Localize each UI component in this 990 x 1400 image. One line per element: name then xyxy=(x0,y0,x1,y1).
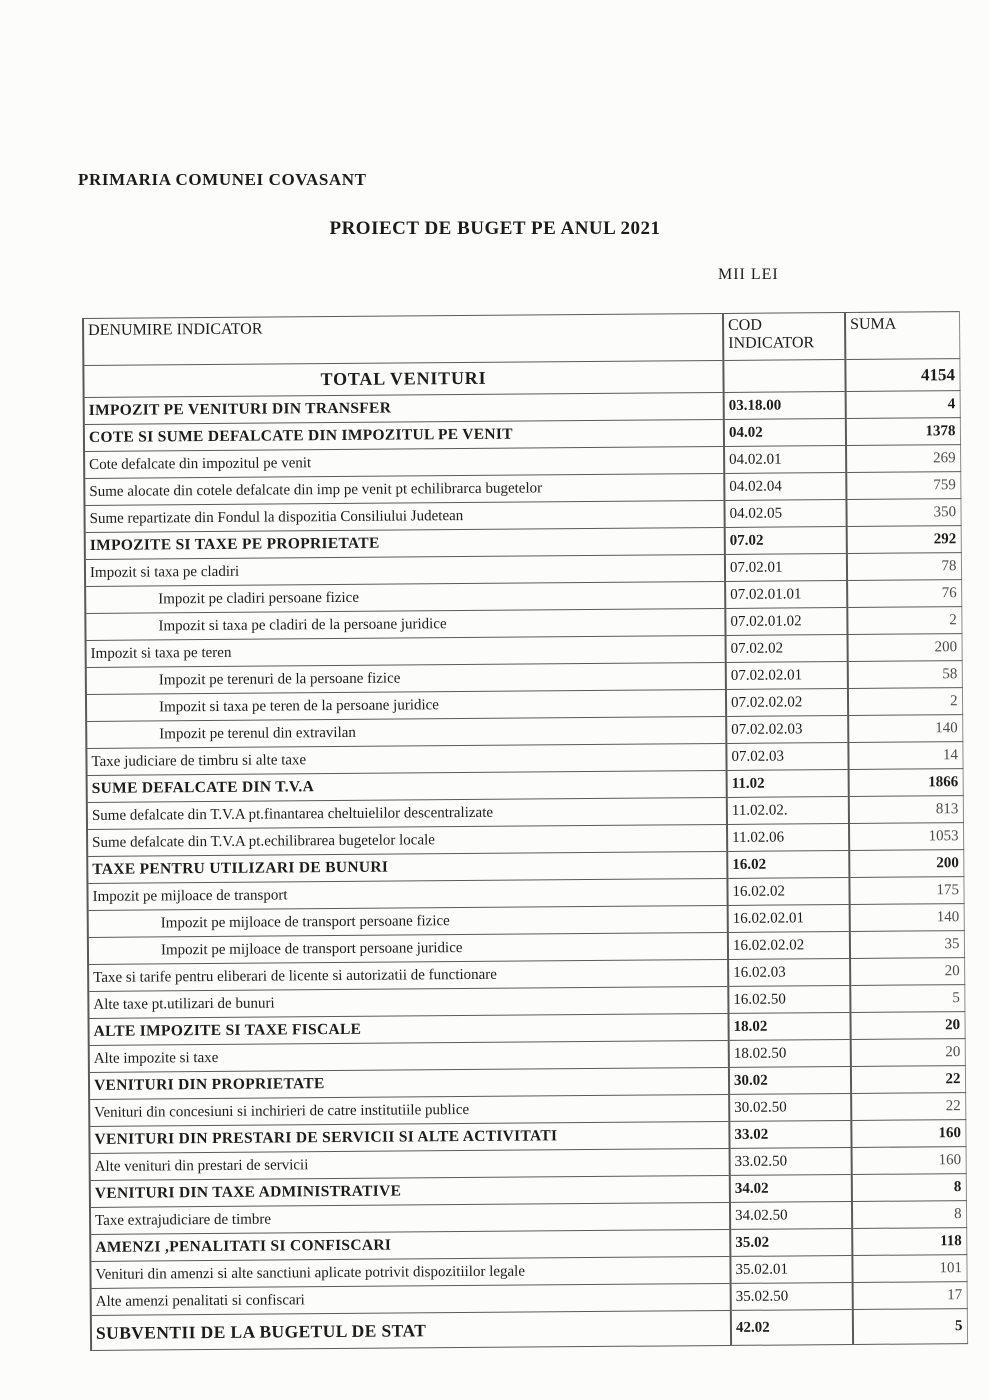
indicator-name-cell: Impozit si taxa pe cladiri de la persoane juridice xyxy=(85,608,725,640)
indicator-code-cell: 18.02 xyxy=(728,1012,850,1040)
indicator-code-cell: 07.02 xyxy=(725,527,847,555)
suma-cell: 1866 xyxy=(849,769,963,797)
indicator-code-cell: 03.18.00 xyxy=(724,392,846,420)
indicator-name-cell: Impozit pe cladiri persoane fizice xyxy=(85,581,725,613)
col-header-denumire-indicator: DENUMIRE INDICATOR xyxy=(83,313,723,365)
indicator-name-cell: TAXE PENTRU UTILIZARI DE BUNURI xyxy=(87,851,727,883)
table-header-row xyxy=(83,312,959,366)
indicator-code-cell: 11.02.02. xyxy=(727,796,849,824)
indicator-name-cell: ALTE IMPOZITE SI TAXE FISCALE xyxy=(89,1013,729,1045)
indicator-name-cell: VENITURI DIN PRESTARI DE SERVICII SI ALTE ACTIVITATI xyxy=(89,1121,729,1153)
indicator-code-cell: 35.02 xyxy=(730,1228,852,1256)
indicator-name-cell: Alte venituri din prestari de servicii xyxy=(90,1148,730,1180)
table-body xyxy=(83,359,967,1351)
suma-cell: 160 xyxy=(852,1147,966,1175)
suma-cell: 1378 xyxy=(846,418,960,446)
suma-cell: 200 xyxy=(849,850,963,878)
indicator-code-cell: 16.02.02.01 xyxy=(728,904,850,932)
suma-cell: 5 xyxy=(850,985,964,1013)
indicator-code-cell: 04.02 xyxy=(724,419,846,447)
indicator-name-cell: Impozit si taxa pe teren xyxy=(86,635,726,667)
indicator-name-cell: TOTAL VENITURI xyxy=(83,360,723,397)
indicator-name-cell: Venituri din concesiuni si inchirieri de catre institutiile publice xyxy=(89,1094,729,1126)
suma-cell: 813 xyxy=(849,796,963,824)
suma-cell: 175 xyxy=(849,877,963,905)
indicator-name-cell: Alte amenzi penalitati si confiscari xyxy=(91,1283,731,1315)
suma-cell: 759 xyxy=(846,472,960,500)
indicator-code-cell: 16.02.02 xyxy=(727,877,849,905)
indicator-code-cell: 16.02.02.02 xyxy=(728,931,850,959)
suma-cell: 1053 xyxy=(849,823,963,851)
indicator-name-cell: IMPOZIT PE VENITURI DIN TRANSFER xyxy=(84,392,724,424)
indicator-code-cell: 16.02 xyxy=(727,850,849,878)
suma-cell: 20 xyxy=(851,1039,965,1067)
indicator-name-cell: Alte impozite si taxe xyxy=(89,1040,729,1072)
budget-table-wrapper xyxy=(82,311,966,1351)
suma-cell: 20 xyxy=(850,958,964,986)
currency-note: MII LEI xyxy=(718,266,779,283)
indicator-code-cell: 30.02.50 xyxy=(729,1093,851,1121)
indicator-name-cell: Taxe judiciare de timbru si alte taxe xyxy=(86,743,726,775)
org-name: PRIMARIA COMUNEI COVASANT xyxy=(78,170,367,189)
indicator-code-cell: 34.02.50 xyxy=(730,1201,852,1229)
suma-cell: 4154 xyxy=(845,359,959,392)
indicator-code-cell: 16.02.03 xyxy=(728,958,850,986)
suma-cell: 22 xyxy=(851,1066,965,1094)
indicator-name-cell: Impozit pe mijloace de transport persoane fizice xyxy=(88,905,728,937)
suma-cell: 2 xyxy=(847,607,961,635)
col-header-suma: SUMA xyxy=(845,312,959,360)
indicator-name-cell: Impozit pe mijloace de transport xyxy=(87,878,727,910)
suma-cell: 2 xyxy=(848,688,962,716)
indicator-name-cell: Cote defalcate din impozitul pe venit xyxy=(84,446,724,478)
indicator-name-cell: Taxe extrajudiciare de timbre xyxy=(90,1202,730,1234)
suma-cell: 5 xyxy=(853,1309,967,1345)
indicator-name-cell: SUBVENTII DE LA BUGETUL DE STAT xyxy=(91,1310,731,1350)
suma-cell: 140 xyxy=(850,904,964,932)
indicator-name-cell: Venituri din amenzi si alte sanctiuni aplicate potrivit dispozitiilor legale xyxy=(90,1256,730,1288)
indicator-name-cell: Alte taxe pt.utilizari de bunuri xyxy=(88,986,728,1018)
suma-cell: 101 xyxy=(852,1255,966,1283)
indicator-code-cell: 07.02.03 xyxy=(726,742,848,770)
indicator-name-cell: Impozit pe terenuri de la persoane fizice xyxy=(86,662,726,694)
suma-cell: 118 xyxy=(852,1228,966,1256)
suma-cell: 17 xyxy=(853,1282,967,1310)
document-title: PROIECT DE BUGET PE ANUL 2021 xyxy=(329,218,661,239)
indicator-name-cell: Taxe si tarife pentru eliberari de licente si autorizatii de functionare xyxy=(88,959,728,991)
indicator-code-cell: 04.02.05 xyxy=(724,500,846,528)
indicator-code-cell: 07.02.02.03 xyxy=(726,715,848,743)
indicator-name-cell: SUME DEFALCATE DIN T.V.A xyxy=(87,770,727,802)
indicator-name-cell: IMPOZITE SI TAXE PE PROPRIETATE xyxy=(85,527,725,559)
indicator-name-cell: Impozit pe terenul din extravilan xyxy=(86,716,726,748)
indicator-name-cell: Sume repartizate din Fondul la dispozitia Consiliului Judetean xyxy=(84,500,724,532)
budget-table xyxy=(82,311,968,1351)
indicator-code-cell: 07.02.02 xyxy=(726,634,848,662)
suma-cell: 350 xyxy=(846,499,960,527)
indicator-name-cell: VENITURI DIN PROPRIETATE xyxy=(89,1067,729,1099)
suma-cell: 160 xyxy=(851,1120,965,1148)
indicator-name-cell: Impozit si taxa pe cladiri xyxy=(85,554,725,586)
suma-cell: 78 xyxy=(847,553,961,581)
indicator-name-cell: COTE SI SUME DEFALCATE DIN IMPOZITUL PE VENIT xyxy=(84,419,724,451)
indicator-name-cell: Sume defalcate din T.V.A pt.echilibrarea bugetelor locale xyxy=(87,824,727,856)
suma-cell: 292 xyxy=(847,526,961,554)
indicator-code-cell: 18.02.50 xyxy=(729,1039,851,1067)
indicator-code-cell xyxy=(723,360,845,393)
suma-cell: 8 xyxy=(852,1201,966,1229)
indicator-name-cell: Impozit pe mijloace de transport persoane juridice xyxy=(88,932,728,964)
suma-cell: 35 xyxy=(850,931,964,959)
indicator-code-cell: 07.02.01.01 xyxy=(725,580,847,608)
suma-cell: 22 xyxy=(851,1093,965,1121)
indicator-code-cell: 07.02.02.01 xyxy=(726,661,848,689)
suma-cell: 20 xyxy=(850,1012,964,1040)
suma-cell: 140 xyxy=(848,715,962,743)
suma-cell: 14 xyxy=(848,742,962,770)
suma-cell: 58 xyxy=(848,661,962,689)
indicator-code-cell: 34.02 xyxy=(730,1174,852,1202)
indicator-code-cell: 07.02.01 xyxy=(725,554,847,582)
indicator-code-cell: 07.02.01.02 xyxy=(725,607,847,635)
indicator-code-cell: 11.02 xyxy=(727,769,849,797)
indicator-code-cell: 42.02 xyxy=(731,1309,853,1345)
indicator-code-cell: 33.02 xyxy=(729,1120,851,1148)
indicator-code-cell: 16.02.50 xyxy=(728,985,850,1013)
suma-cell: 4 xyxy=(846,391,960,419)
table-row xyxy=(91,1309,967,1351)
suma-cell: 269 xyxy=(846,445,960,473)
indicator-name-cell: Sume alocate din cotele defalcate din imp pe venit pt echilibrarca bugetelor xyxy=(84,473,724,505)
indicator-name-cell: AMENZI ,PENALITATI SI CONFISCARI xyxy=(90,1229,730,1261)
indicator-code-cell: 11.02.06 xyxy=(727,823,849,851)
suma-cell: 8 xyxy=(852,1174,966,1202)
indicator-code-cell: 04.02.04 xyxy=(724,473,846,501)
indicator-name-cell: VENITURI DIN TAXE ADMINISTRATIVE xyxy=(90,1175,730,1207)
indicator-code-cell: 07.02.02.02 xyxy=(726,688,848,716)
indicator-name-cell: Impozit si taxa pe teren de la persoane juridice xyxy=(86,689,726,721)
suma-cell: 76 xyxy=(847,580,961,608)
indicator-code-cell: 30.02 xyxy=(729,1066,851,1094)
indicator-code-cell: 33.02.50 xyxy=(730,1147,852,1175)
indicator-name-cell: Sume defalcate din T.V.A pt.finantarea cheltuielilor descentralizate xyxy=(87,797,727,829)
col-header-cod-indicator: COD INDICATOR xyxy=(723,313,845,361)
suma-cell: 200 xyxy=(848,634,962,662)
indicator-code-cell: 35.02.01 xyxy=(730,1255,852,1283)
indicator-code-cell: 35.02.50 xyxy=(731,1282,853,1310)
indicator-code-cell: 04.02.01 xyxy=(724,446,846,474)
